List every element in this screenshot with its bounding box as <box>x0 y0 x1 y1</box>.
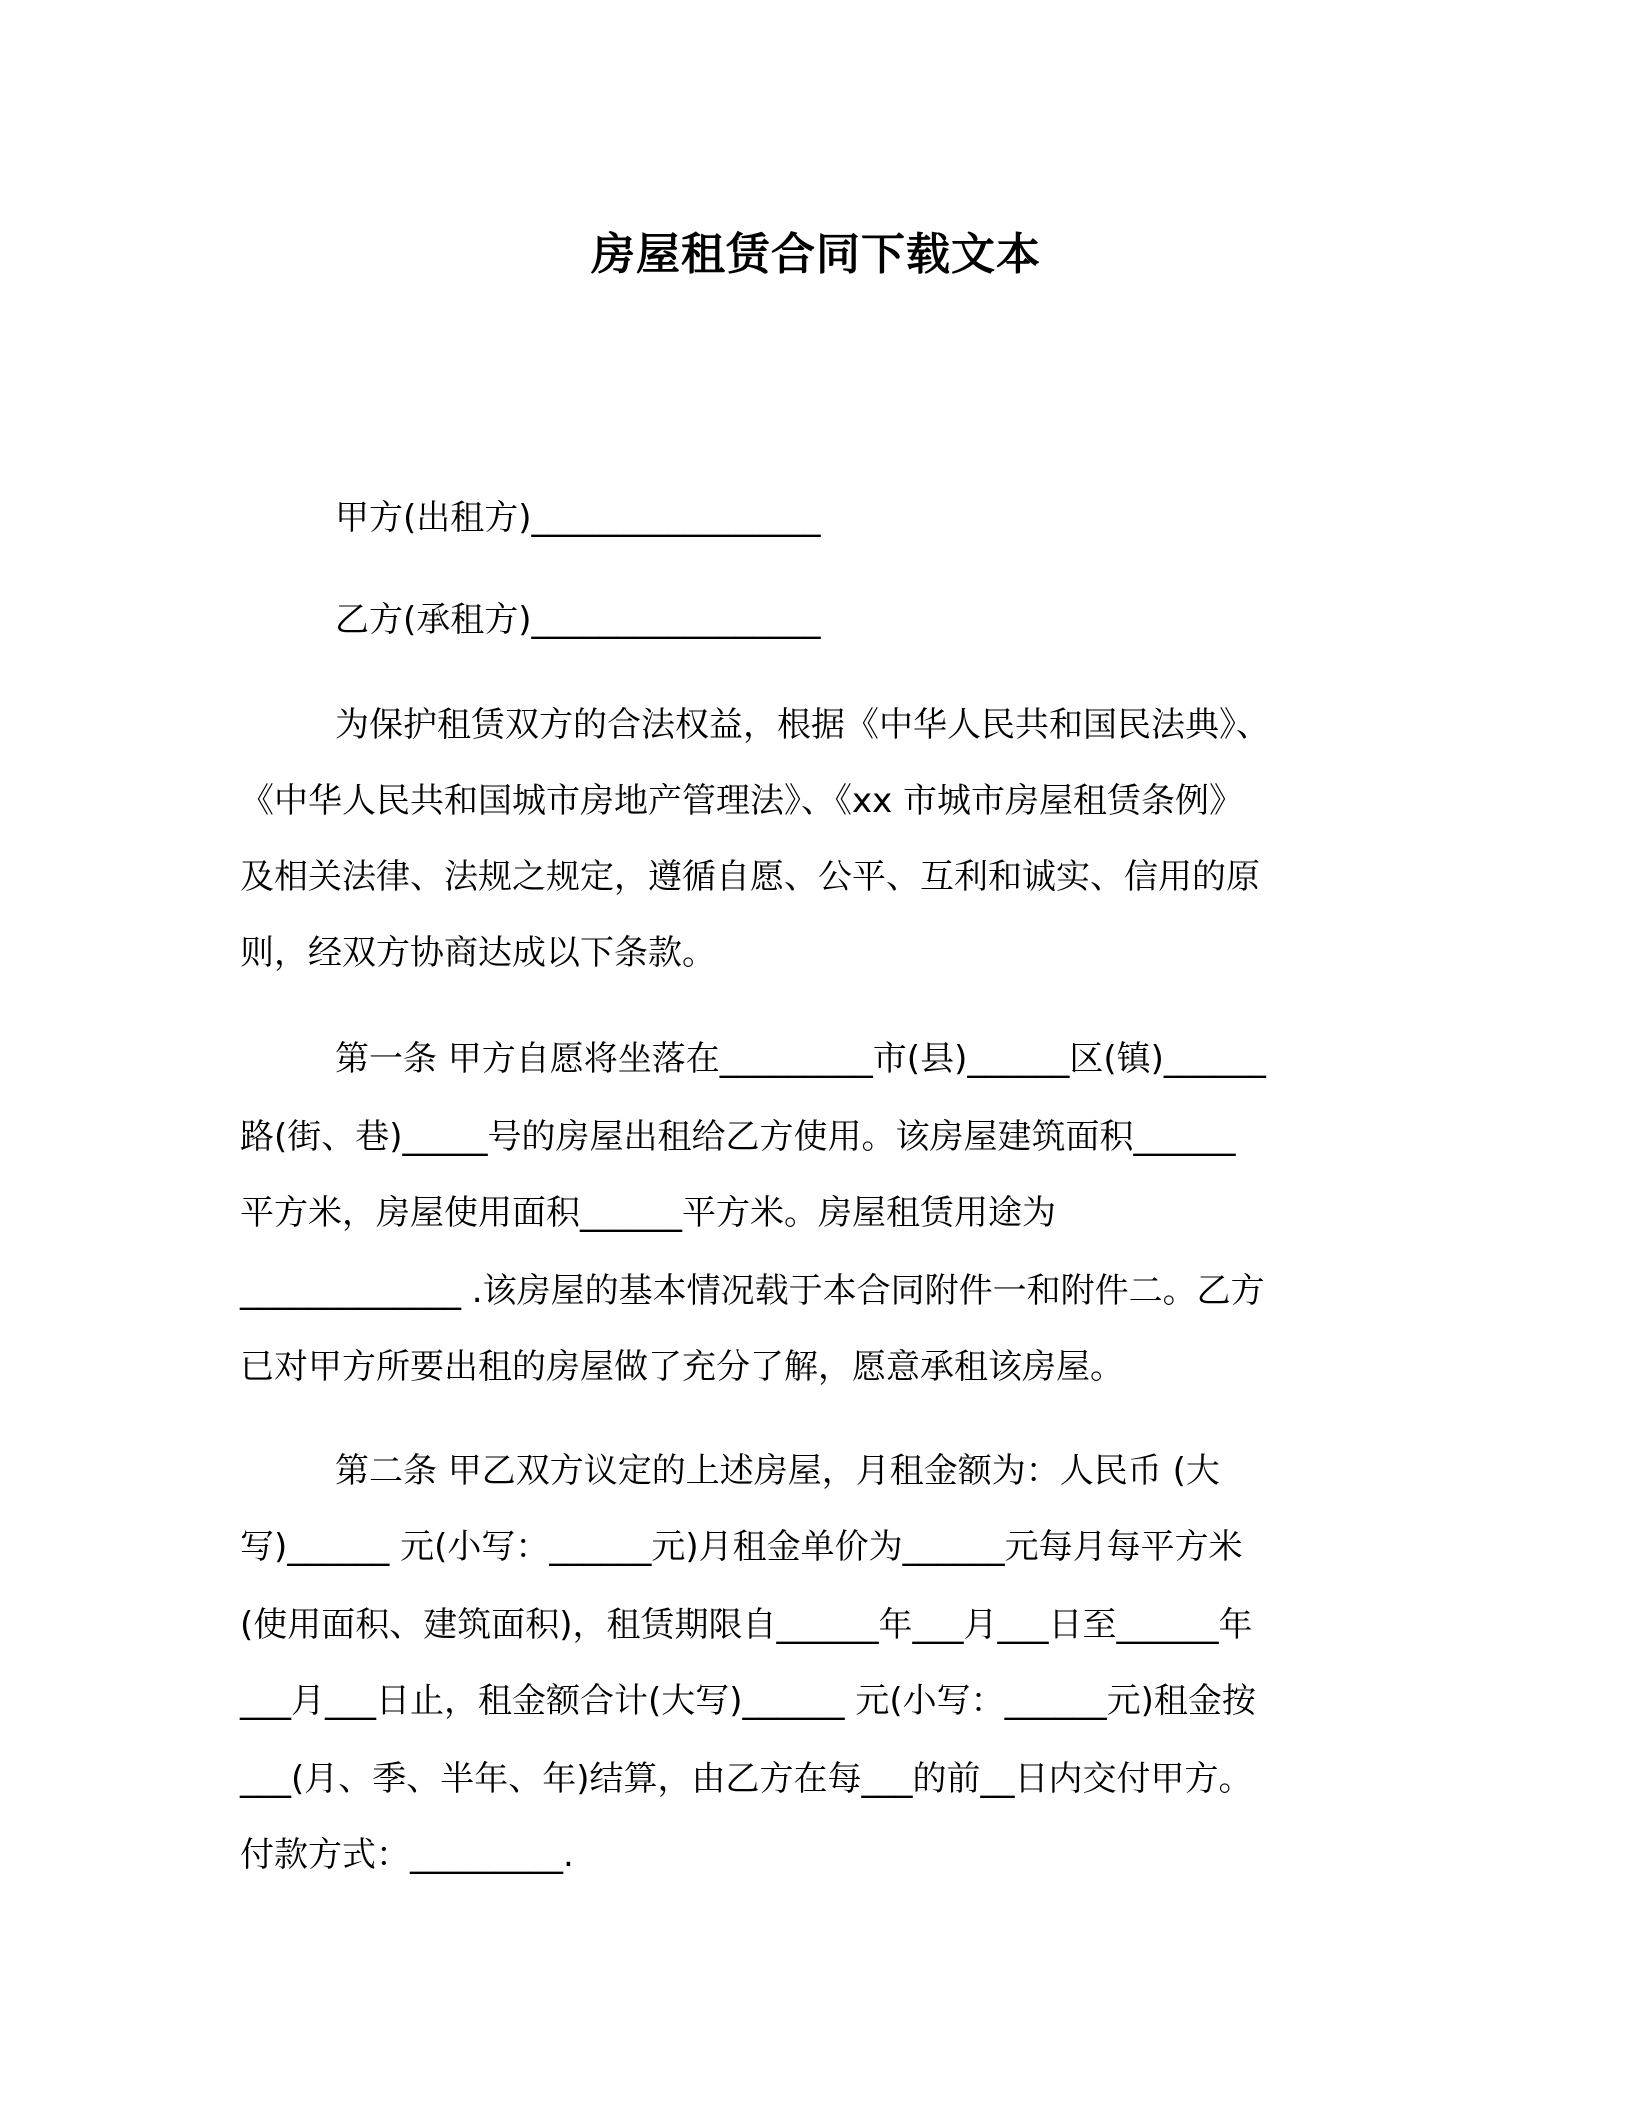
article2-line-6: 付款方式：_________. <box>240 1835 574 1875</box>
article2-line-5: ___(月、季、半年、年)结算，由乙方在每___的前__日内交付甲方。 <box>240 1759 1253 1799</box>
preamble-line-4: 则，经双方协商达成以下条款。 <box>240 933 716 973</box>
article1-line-5: 已对甲方所要出租的房屋做了充分了解，愿意承租该房屋。 <box>240 1347 1124 1387</box>
party-b-line: 乙方(承租方)_________________ <box>335 600 821 640</box>
article2-line-2: 写)______ 元(小写：______元)月租金单价为______元每月每平方米 <box>240 1527 1243 1567</box>
preamble-line-3: 及相关法律、法规之规定，遵循自愿、公平、互利和诚实、信用的原 <box>240 857 1260 897</box>
preamble-line-2: 《中华人民共和国城市房地产管理法》、《xx 市城市房屋租赁条例》 <box>240 781 1244 821</box>
article1-line-3: 平方米，房屋使用面积______平方米。房屋租赁用途为 <box>240 1193 1056 1233</box>
article1-line-4: _____________ .该房屋的基本情况载于本合同附件一和附件二。乙方 <box>240 1271 1265 1311</box>
article2-line-4: ___月___日止，租金额合计(大写)______ 元(小写：______元)租金按 <box>240 1681 1256 1721</box>
article2-line-3: (使用面积、建筑面积)，租赁期限自______年___月___日至______年 <box>240 1605 1253 1645</box>
party-a-line: 甲方(出租方)_________________ <box>335 498 821 538</box>
article1-line-2: 路(街、巷)_____号的房屋出租给乙方使用。该房屋建筑面积______ <box>240 1117 1236 1157</box>
preamble-line-1: 为保护租赁双方的合法权益，根据《中华人民共和国民法典》、 <box>335 705 1270 745</box>
document-title: 房屋租赁合同下载文本 <box>591 229 1041 280</box>
article1-line-1: 第一条 甲方自愿将坐落在_________市(县)______区(镇)______ <box>335 1039 1266 1079</box>
article2-line-1: 第二条 甲乙双方议定的上述房屋，月租金额为：人民币 (大 <box>335 1451 1220 1491</box>
